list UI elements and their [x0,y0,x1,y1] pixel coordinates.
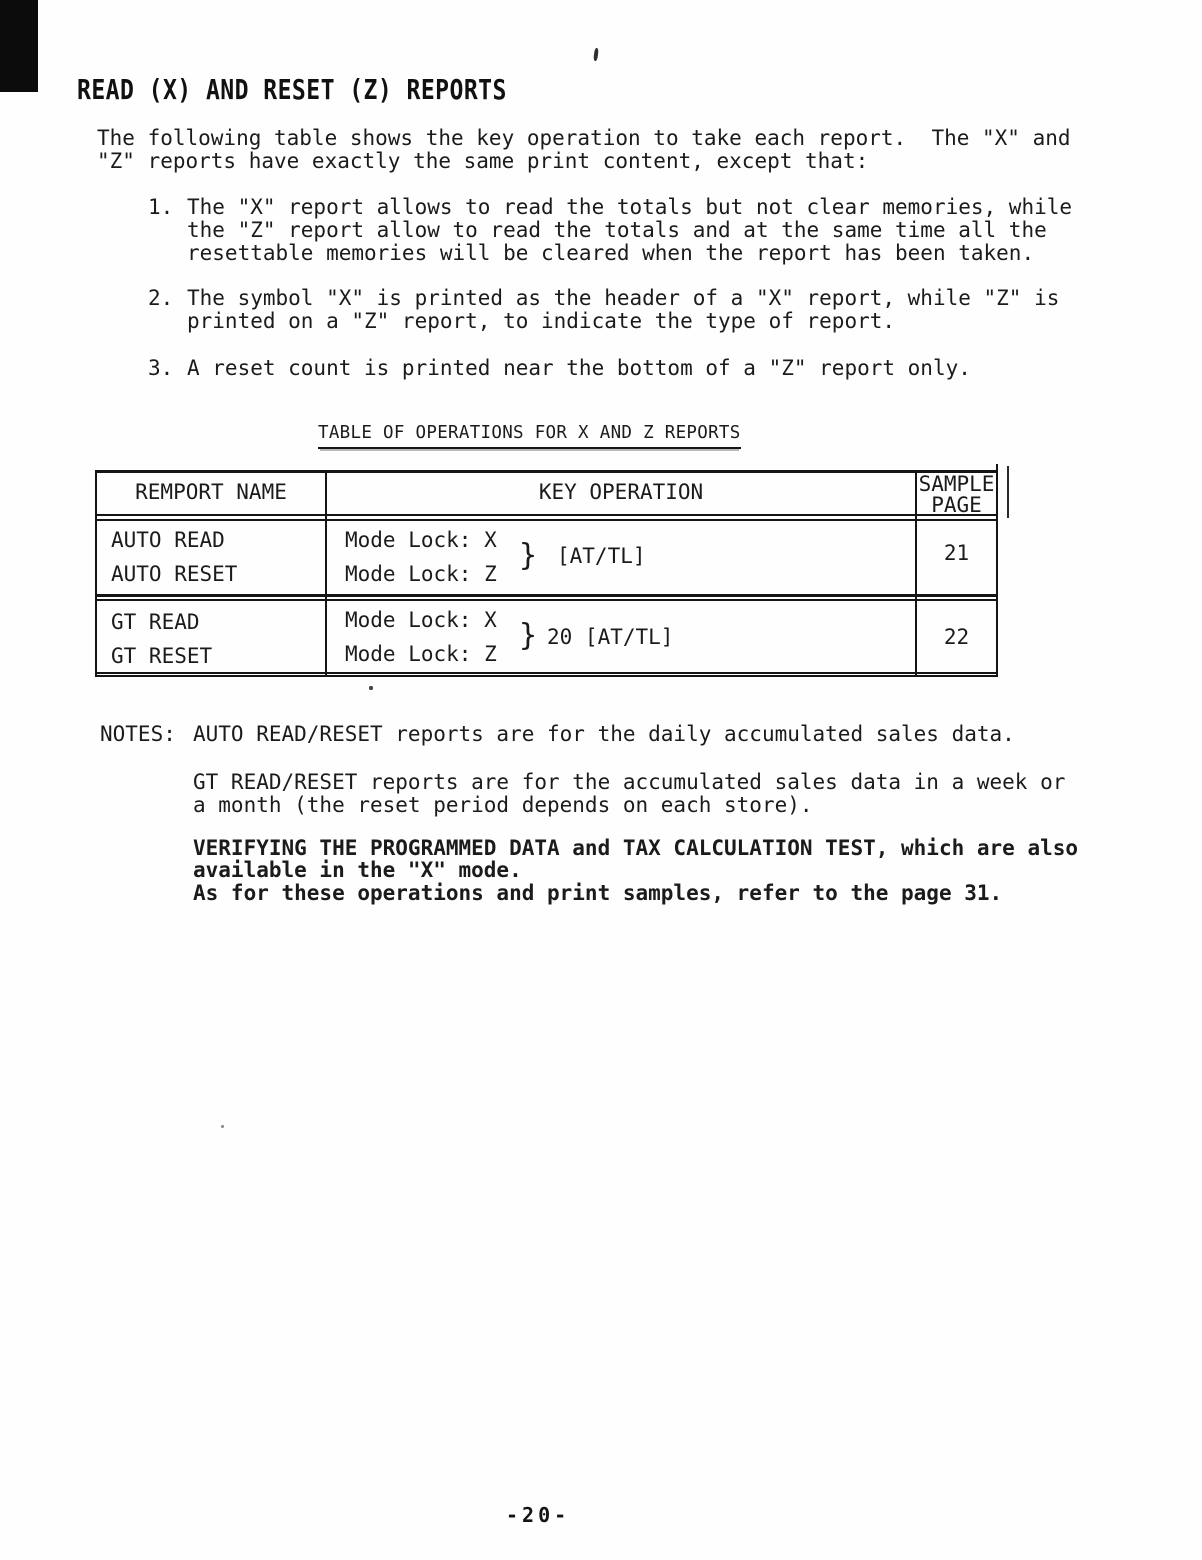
brace-glyph: } [519,618,538,653]
page-title: READ (X) AND RESET (Z) REPORTS [77,74,507,106]
table-rule [95,599,998,601]
intro-line: "Z" reports have exactly the same print content, except that: [97,149,869,173]
sample-page-number: 21 [943,541,970,565]
table-rule [95,519,998,521]
table-header-key-operation: KEY OPERATION [538,480,704,504]
list-item-number: 1. [148,195,174,219]
page-number: -20- [506,1503,571,1527]
report-name: AUTO READ [111,528,225,552]
table-header-sample: SAMPLE [918,472,995,496]
sample-page-number: 22 [943,625,970,649]
table-header-page: PAGE [931,493,982,517]
list-item-line: printed on a "Z" report, to indicate the type of report. [187,309,896,333]
key-operation: Mode Lock: X [345,528,497,552]
note-line-bold: available in the "X" mode. [193,858,522,882]
note-line: AUTO READ/RESET reports are for the daily accumulated sales data. [193,722,1015,746]
list-item-line: The "X" report allows to read the totals but not clear memories, while [187,195,1073,219]
notes-label: NOTES: [100,722,176,746]
note-line-bold: VERIFYING THE PROGRAMMED DATA and TAX CALCULATION TEST, which are also [193,836,1079,860]
key-operation: Mode Lock: Z [345,642,497,666]
brace-glyph: } [519,538,538,573]
list-item-line: resettable memories will be cleared when the report has been taken. [187,241,1035,265]
key-operation-suffix: 20 [AT/TL] [547,625,674,649]
intro-line: The following table shows the key operation to take each report. The "X" and [97,126,1071,150]
scan-artifact-corner [0,0,38,92]
report-name: AUTO RESET [111,562,238,586]
list-item-line: A reset count is printed near the bottom of a "Z" report only. [187,356,971,380]
table-rule [95,514,998,516]
list-item-number: 3. [148,356,174,380]
scan-speck [221,1125,224,1128]
scan-speck [593,48,599,61]
table-rule [95,672,998,674]
key-operation-suffix: [AT/TL] [557,544,646,568]
key-operation: Mode Lock: X [345,608,497,632]
note-line-bold: As for these operations and print samples, refer to the page 31. [193,881,1003,905]
table-border-bottom [95,675,998,677]
table-border-top [95,470,998,473]
note-line: a month (the reset period depends on each store). [193,793,813,817]
table-header-report-name: REMPORT NAME [135,480,287,504]
scan-artifact-line [1007,466,1009,518]
note-line: GT READ/RESET reports are for the accumulated sales data in a week or [193,770,1066,794]
table-caption: TABLE OF OPERATIONS FOR X AND Z REPORTS [318,423,741,449]
table-border-right [996,464,998,677]
list-item-line: The symbol "X" is printed as the header of a "X" report, while "Z" is [187,286,1060,310]
operations-table [95,470,998,678]
list-item-line: the "Z" report allow to read the totals and at the same time all the [187,218,1047,242]
list-item-number: 2. [148,286,174,310]
table-rule [95,594,998,597]
scan-speck [369,686,373,690]
key-operation: Mode Lock: Z [345,562,497,586]
report-name: GT RESET [111,644,213,668]
report-name: GT READ [111,610,200,634]
